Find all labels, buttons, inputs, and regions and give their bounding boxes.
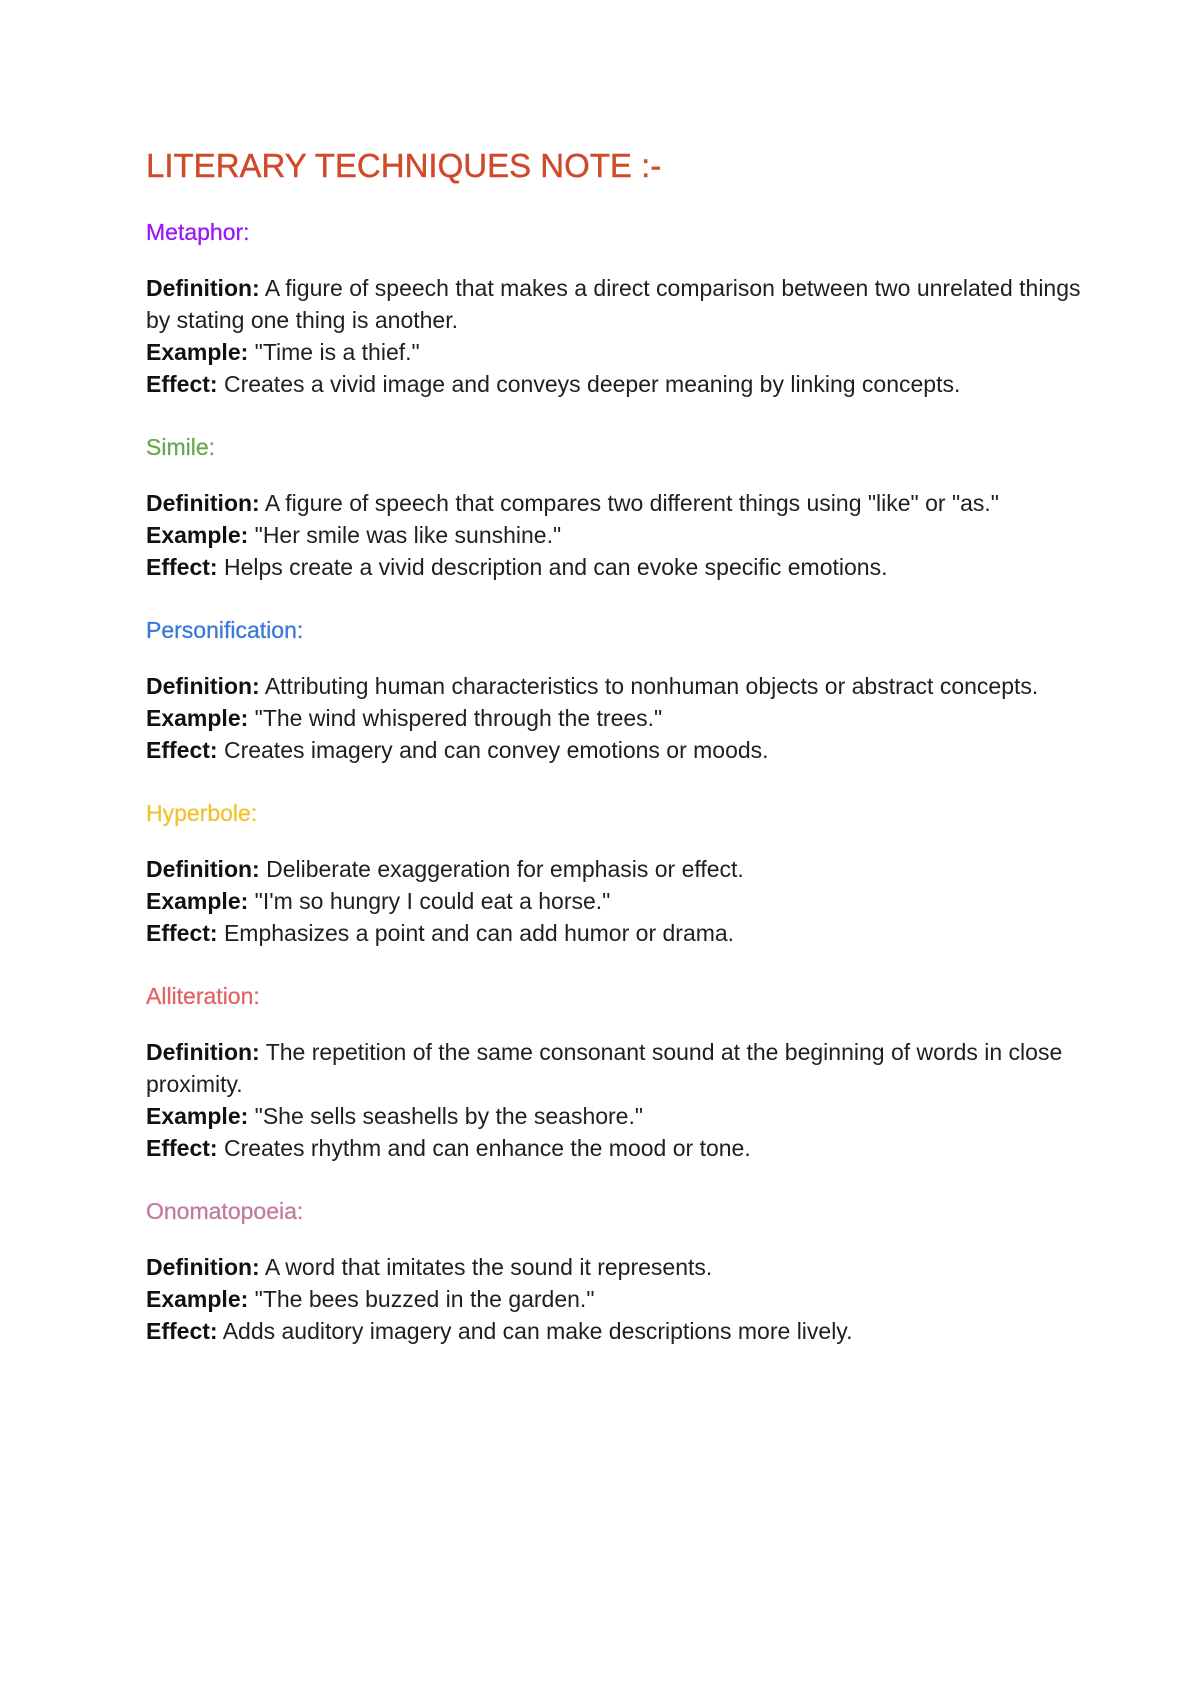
section-simile [146, 431, 1086, 583]
definition-line [146, 487, 1086, 519]
definition-label: Definition: [146, 1039, 260, 1065]
section-heading-onomatopoeia: Onomatopoeia: [146, 1198, 304, 1224]
example-text: "The bees buzzed in the garden." [254, 1286, 595, 1312]
definition-label: Definition: [146, 490, 260, 516]
effect-line [146, 368, 1086, 400]
effect-line [146, 551, 1086, 583]
example-line [146, 1100, 1086, 1132]
effect-label: Effect: [146, 1135, 218, 1161]
effect-text: Creates a vivid image and conveys deeper meaning by linking concepts. [223, 371, 961, 397]
effect-text: Helps create a vivid description and can evoke specific emotions. [223, 554, 888, 580]
section-metaphor [146, 216, 1086, 400]
section-heading-simile: Simile: [146, 434, 216, 460]
section-heading-alliteration: Alliteration: [146, 983, 260, 1009]
definition-text: Deliberate exaggeration for emphasis or effect. [266, 856, 744, 882]
example-line [146, 702, 1086, 734]
definition-label: Definition: [146, 1254, 260, 1280]
effect-line [146, 1315, 1086, 1347]
example-label: Example: [146, 339, 249, 365]
definition-text: A figure of speech that makes a direct comparison between two unrelated things by stating one thing is another. [146, 275, 1081, 333]
document-title: LITERARY TECHNIQUES NOTE :- [146, 147, 662, 184]
example-text: "I'm so hungry I could eat a horse." [254, 888, 611, 914]
definition-label: Definition: [146, 856, 260, 882]
example-line [146, 336, 1086, 368]
example-label: Example: [146, 1286, 249, 1312]
effect-label: Effect: [146, 737, 218, 763]
section-personification [146, 614, 1086, 766]
example-line [146, 885, 1086, 917]
section-heading-metaphor: Metaphor: [146, 219, 250, 245]
definition-label: Definition: [146, 673, 260, 699]
effect-label: Effect: [146, 554, 218, 580]
effect-label: Effect: [146, 1318, 218, 1344]
definition-line [146, 1036, 1086, 1100]
example-text: "The wind whispered through the trees." [254, 705, 663, 731]
definition-line [146, 853, 1086, 885]
definition-line [146, 272, 1086, 336]
effect-line [146, 734, 1086, 766]
example-text: "She sells seashells by the seashore." [254, 1103, 644, 1129]
definition-line [146, 1251, 1086, 1283]
section-alliteration [146, 980, 1086, 1164]
section-hyperbole [146, 797, 1086, 949]
definition-line [146, 670, 1086, 702]
effect-line [146, 917, 1086, 949]
definition-text: The repetition of the same consonant sound at the beginning of words in close proximity. [146, 1039, 1063, 1097]
definition-label: Definition: [146, 275, 260, 301]
effect-text: Emphasizes a point and can add humor or drama. [223, 920, 735, 946]
document-page [146, 142, 1086, 1378]
example-text: "Time is a thief." [254, 339, 420, 365]
section-heading-personification: Personification: [146, 617, 304, 643]
example-text: "Her smile was like sunshine." [254, 522, 562, 548]
effect-label: Effect: [146, 920, 218, 946]
section-heading-hyperbole: Hyperbole: [146, 800, 258, 826]
example-line [146, 1283, 1086, 1315]
effect-text: Adds auditory imagery and can make descriptions more lively. [222, 1318, 853, 1344]
example-label: Example: [146, 888, 249, 914]
effect-line [146, 1132, 1086, 1164]
example-label: Example: [146, 1103, 249, 1129]
definition-text: Attributing human characteristics to nonhuman objects or abstract concepts. [264, 673, 1039, 699]
example-line [146, 519, 1086, 551]
example-label: Example: [146, 705, 249, 731]
definition-text: A figure of speech that compares two different things using "like" or "as." [264, 490, 999, 516]
example-label: Example: [146, 522, 249, 548]
effect-text: Creates imagery and can convey emotions or moods. [223, 737, 769, 763]
definition-text: A word that imitates the sound it represents. [264, 1254, 713, 1280]
effect-label: Effect: [146, 371, 218, 397]
effect-text: Creates rhythm and can enhance the mood or tone. [223, 1135, 751, 1161]
section-onomatopoeia [146, 1195, 1086, 1347]
